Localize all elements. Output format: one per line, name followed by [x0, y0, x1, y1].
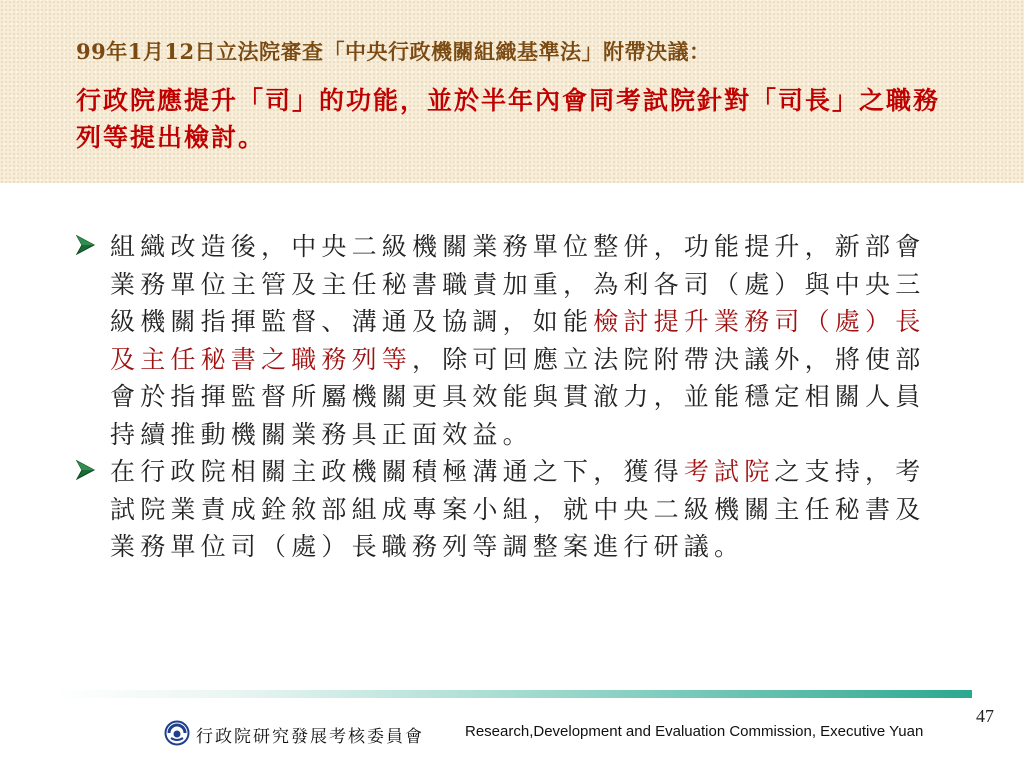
arrow-bullet-icon: [74, 234, 96, 256]
bullet-text-segment: ，除可回應立法院附帶決議外，將使部會於指揮監督所屬機關更具效能與貫澈力，並能穩定相關人員持續推動機關業務具正面效益。: [110, 344, 926, 449]
bullet-text-segment: 組織改造後，中央二級機關業務單位整併，功能提升，新部會業務單位主管及主任秘書職責加重，為利各司（處）與中央三級機關指揮監督、溝通及協調，如能: [110, 232, 926, 336]
bullet-item: [72, 453, 952, 566]
footer-org-name-cn: 行政院研究發展考核委員會: [196, 727, 424, 747]
bullet-item: [72, 228, 952, 453]
rdec-logo-icon: [164, 720, 190, 746]
bullet-text-segment: 之支持，考試院業責成銓敘部組成專案小組，就中央二級機關主任秘書及業務單位司（處）長職務列等調整案進行研議。: [110, 457, 926, 561]
slide-subtitle: 行政院應提升「司」的功能，並於半年內會同考試院針對「司長」之職務列等提出檢討。: [76, 86, 941, 152]
header-band: [0, 0, 1024, 183]
bullet-list: [72, 228, 952, 566]
slide-title: 99年1月12日立法院審查「中央行政機關組織基準法」附帶決議：: [76, 39, 711, 64]
footer-org-name-en: Research,Development and Evaluation Commission, Executive Yuan: [465, 723, 924, 740]
bullet-text: [110, 228, 952, 453]
footer-divider: [54, 690, 972, 698]
arrow-bullet-icon: [74, 459, 96, 481]
bullet-text: [110, 453, 952, 566]
highlighted-text: 檢討提升業務司（處）長及主任秘書之職務列等: [110, 307, 926, 374]
page-number: 47: [976, 706, 994, 726]
highlighted-text: 考試院: [683, 457, 775, 486]
bullet-text-segment: 在行政院相關主政機關積極溝通之下，獲得: [110, 457, 684, 486]
